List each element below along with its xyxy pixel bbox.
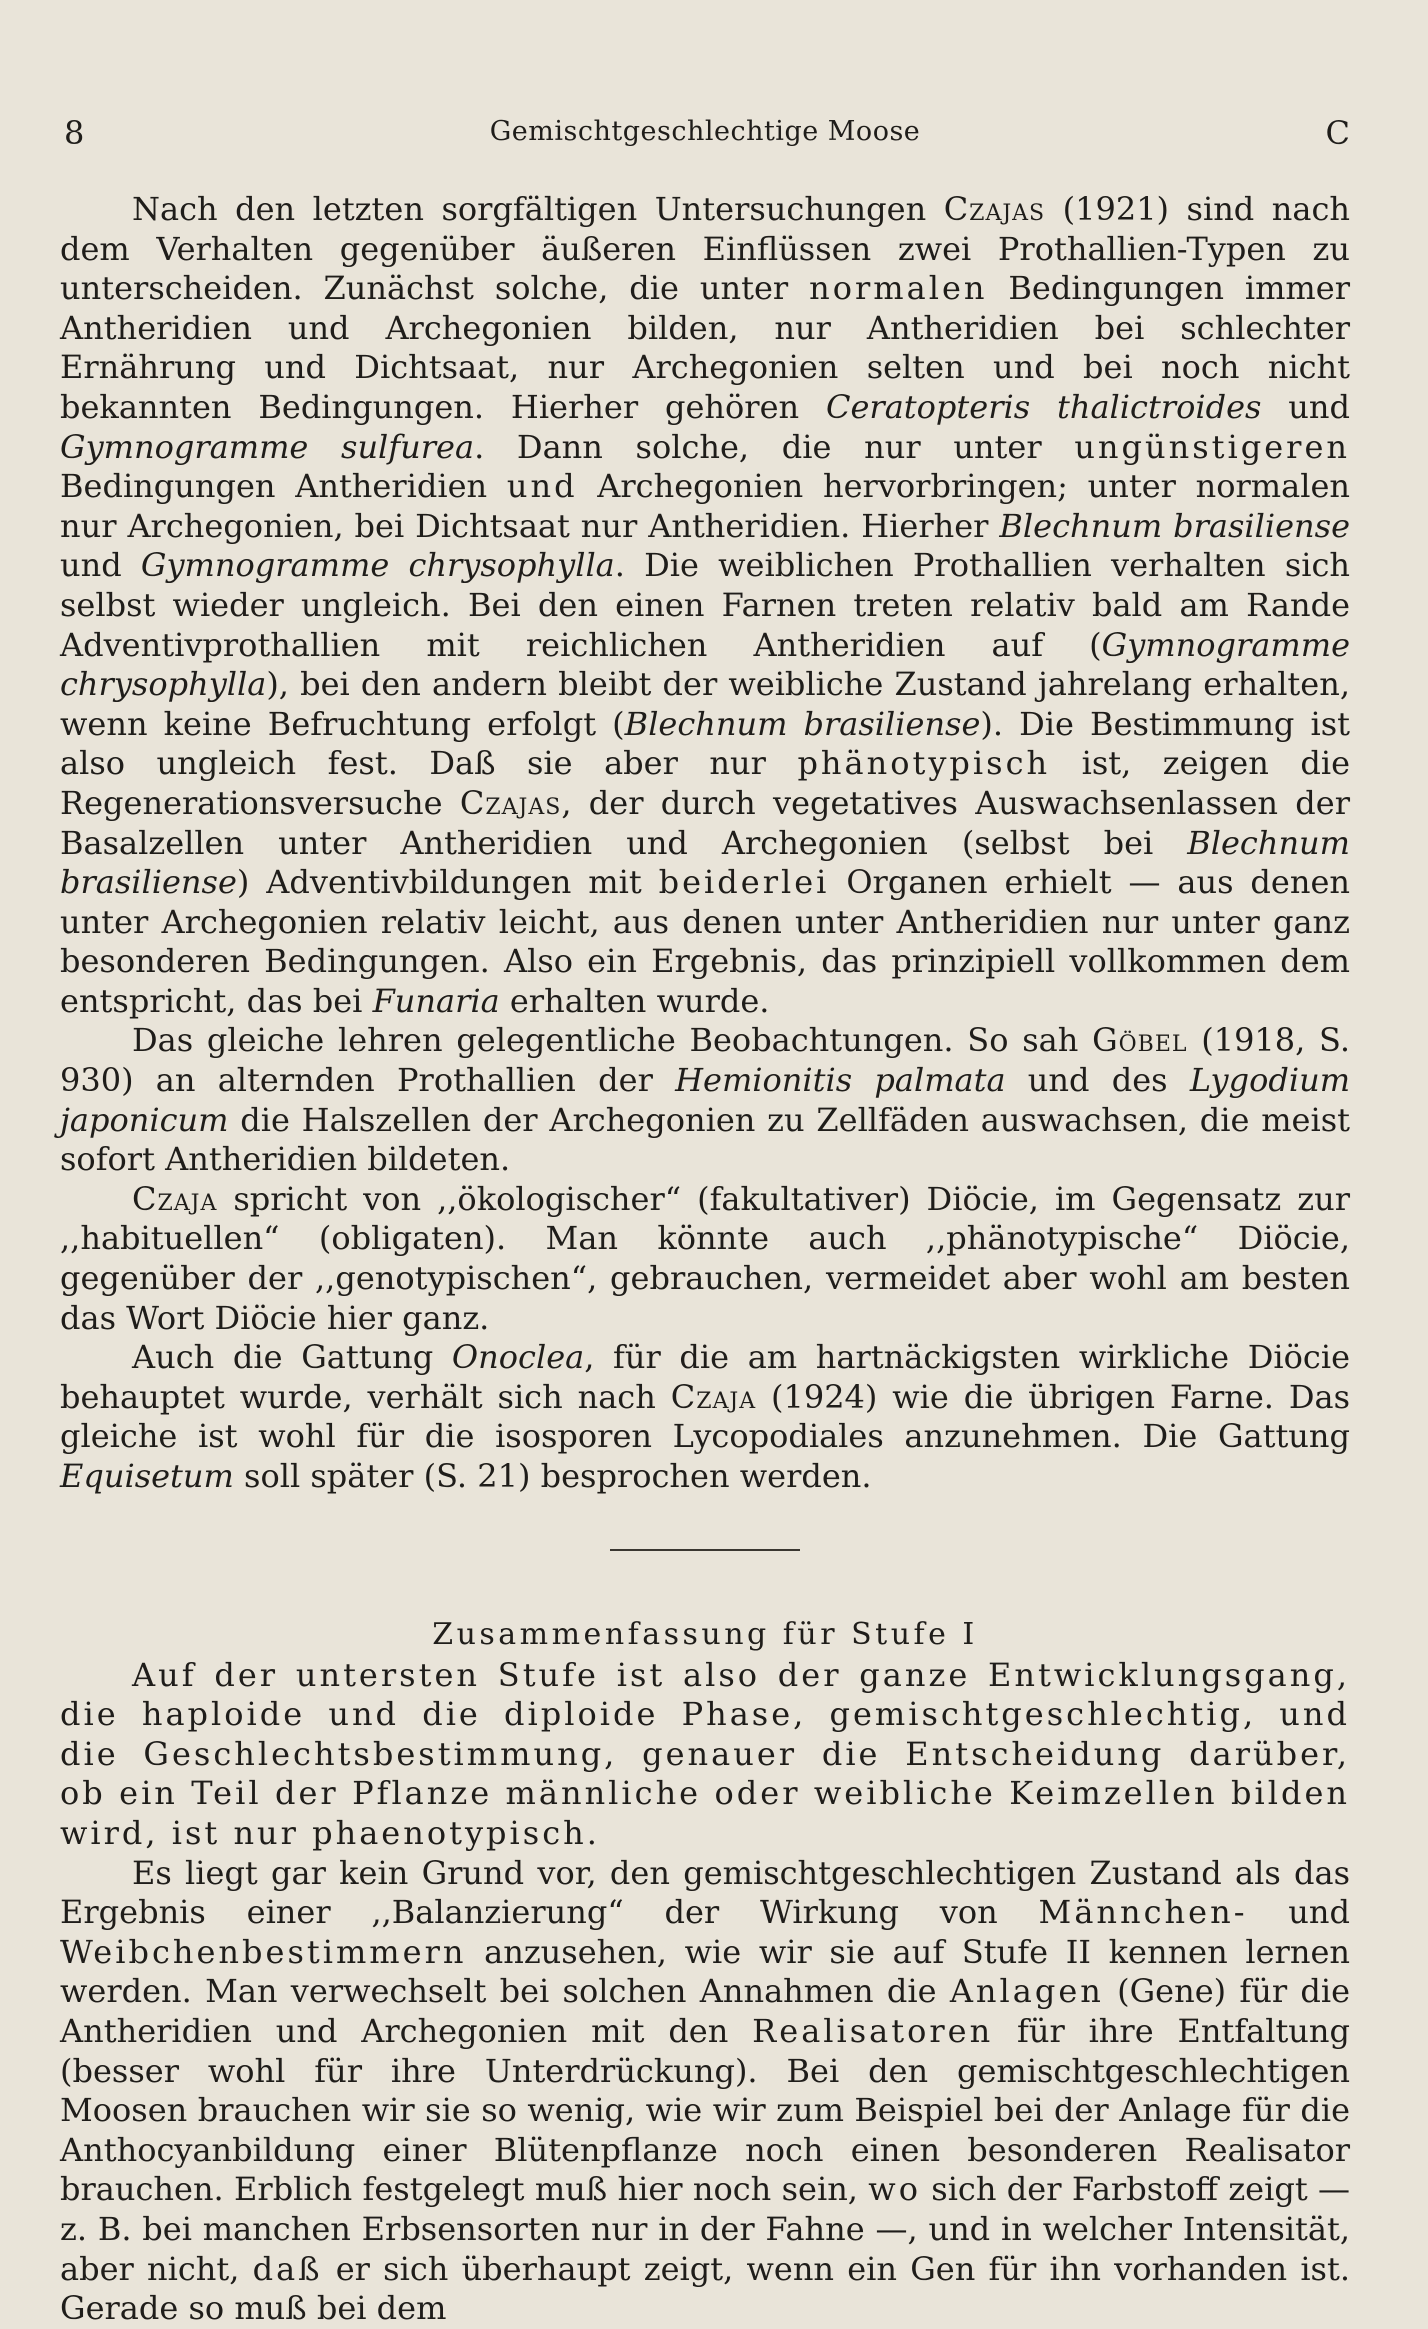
page-number: 8 (64, 114, 85, 152)
text-run: (1924) wie die übrigen Farne. Das gleiche ist wohl für die isosporen Lycopodiales anzunehmen. Die Gattung (60, 1377, 1351, 1456)
text-run: Bedingungen immer Antheridien und Archegonien bilden, nur Antheridien bei schlechter Ernährung und Dichtsaat, nur Archegonien selten und bei noch nicht bekannten Bedingungen. Hierher gehören (60, 269, 1351, 426)
emphasis-spaced: Realisatoren (752, 2011, 994, 2050)
text-run: anzusehen, wie wir sie auf Stufe II kennen lernen werden. Man verwechselt bei solchen Annahmen die (60, 1932, 1350, 2011)
emphasis-spaced: Männchen- (1038, 1893, 1248, 1932)
emphasis-spaced: phänotypisch (797, 744, 1051, 783)
running-title: Gemischtgeschlechtige Moose (489, 116, 921, 147)
species-name: Blechnum brasiliense (624, 704, 981, 743)
emphasis-spaced: wo (868, 2170, 921, 2209)
species-name: Hemionitis palmata (675, 1061, 1006, 1100)
text-run: und (1261, 387, 1351, 426)
species-name: Equisetum (60, 1457, 234, 1495)
summary-heading: Zusammenfassung für Stufe I (432, 1616, 978, 1652)
text-run: Organen erhielt — aus denen unter Archegonien relativ leicht, aus denen unter Antheridien nur unter ganz besonderen Bedingungen. Also ein Ergebnis, das prinzipiell vollkommen dem entspricht, das bei (60, 863, 1351, 1020)
species-name: Funaria (372, 981, 500, 1020)
text-run: , für die am hartnäckigsten wirkliche Diöcie behauptet wurde, verhält sich nach (60, 1338, 1350, 1416)
text-run: sich der Farbstoff zeigt — z. B. bei manchen Erbsensorten nur in der Fahne —, und in welcher Intensität, aber nicht, (60, 2170, 1351, 2288)
species-name: Ceratopteris thalictroides (826, 387, 1262, 426)
summary-text (60, 1656, 1350, 2329)
text-run: Nach den letzten sorgfältigen Untersuchungen (132, 190, 944, 228)
species-name: Gymnogramme sulfurea (60, 427, 475, 466)
paragraph-dioecy-terms (60, 1180, 1350, 1338)
species-name: Gymnogramme chrysophylla (140, 546, 615, 585)
species-name: Blechnum brasiliense (999, 506, 1351, 545)
text-run: ist, zeigen die Regenerationsversuche (60, 744, 1351, 822)
text-run: ) Adventivbildungen mit (236, 863, 659, 902)
text-run: und (1247, 1893, 1351, 1932)
section-divider (610, 1549, 800, 1551)
emphasis-spaced: normalen (809, 269, 988, 308)
summary-paragraph-balance (60, 1854, 1350, 2329)
emphasis-spaced: Anlagen (949, 1972, 1104, 2011)
section-letter: C (1325, 114, 1350, 152)
summary-paragraph-spaced: Auf der untersten Stufe ist also der ganze Entwicklungsgang, die haploide und die diploide Phase, gemischtgeschlechtig, und die Geschlechtsbestimmung, genauer die Entscheidung darüber, ob ein Teil der Pflanze männliche oder weibliche Keimzellen bilden wird, ist nur phaenotypisch. (60, 1655, 1350, 1852)
text-run: ). Die Bestimmung ist also ungleich fest. Daß sie aber nur (60, 704, 1351, 783)
text-run: , der durch vegetatives Auswachsenlassen der Basalzellen unter Antheridien und Archegonien (selbst bei (60, 783, 1351, 862)
text-run: die Halszellen der Archegonien zu Zellfäden auswachsen, die meist sofort Antheridien bildeten. (60, 1100, 1350, 1179)
text-run: Es liegt gar kein Grund vor, den gemischtgeschlechtigen Zustand als das Ergebnis einer ,,Balanzierung“ der Wirkung von (60, 1853, 1350, 1932)
emphasis-spaced: und (506, 467, 578, 506)
text-run: spricht von ,,ökologischer“ (fakultativer) Diöcie, im Gegensatz zur ,,habituellen“ (obligaten). Man könnte auch ,,phänotypische“ Diöcie, gegenüber der ,,genotypischen“, gebrauchen, vermeidet aber wohl am besten das Wort Diöcie hier ganz. (60, 1179, 1350, 1337)
body-text (60, 190, 1350, 1497)
species-name: Lygodium japonicum (60, 1061, 1351, 1139)
emphasis-spaced: beiderlei (658, 863, 830, 902)
text-run: erhalten wurde. (499, 981, 770, 1020)
paragraph-goebel-observations (60, 1021, 1350, 1179)
text-run: . Dann solche, die nur unter (474, 427, 1075, 466)
text-run: für ihre Entfaltung (besser wohl für ihre Unterdrückung). Bei den gemischtgeschlechtigen Moosen brauchen wir sie so wenig, wie wir zum Beispiel bei der Anlage für die Anthocyanbildung einer Blütenpflanze noch einen besonderen Realisator brauchen. Erblich festgelegt muß hier noch sein, (60, 2011, 1351, 2209)
text-run: (1921) sind nach dem Verhalten gegenüber äußeren Einflüssen zwei Prothallien-Typen zu unterscheiden. Zunächst solche, die unter (60, 190, 1351, 308)
emphasis-spaced: Weibchenbestimmern (60, 1932, 467, 1971)
species-name: Blechnum brasiliense (60, 823, 1350, 902)
text-run: . Die weiblichen Prothallien verhalten sich selbst wieder ungleich. Bei den einen Farnen treten relativ bald am Rande Adventivprothallien mit reichlichen Antheridien auf ( (60, 546, 1351, 664)
author-name: Göbel (1092, 1021, 1188, 1060)
text-run: soll später (S. 21) besprochen werden. (233, 1457, 872, 1495)
text-run: Bedingungen Antheridien (60, 467, 507, 506)
running-head (60, 100, 1350, 160)
text-run: Das gleiche lehren gelegentliche Beobachtungen. So sah (132, 1021, 1093, 1060)
text-run: und des (1005, 1061, 1190, 1100)
text-run: und (60, 546, 141, 585)
text-run: ), bei den andern bleibt der weibliche Zustand jahrelang erhalten, wenn keine Befruchtung erfolgt ( (60, 665, 1350, 743)
author-name: Czajas (459, 783, 562, 822)
author-name: Czaja (132, 1179, 218, 1218)
text-run: (1918, S. 930) an alternden Prothallien der (60, 1021, 1351, 1100)
text-run: er sich überhaupt zeigt, wenn ein Gen für ihn vorhanden ist. Gerade so muß bei dem (60, 2249, 1351, 2328)
emphasis-spaced: ungünstigeren (1074, 427, 1351, 466)
author-name: Czajas (943, 190, 1046, 228)
species-name: Onoclea (451, 1338, 585, 1377)
author-name: Czaja (670, 1377, 757, 1416)
species-name: Gymnogramme chrysophylla (60, 625, 1350, 704)
text-run: (Gene) für die Antheridien und Archegonien mit den (60, 1972, 1351, 2050)
emphasis-spaced: daß (252, 2249, 323, 2288)
text-run: Auch die Gattung (132, 1338, 452, 1377)
paragraph-czaja-prothallia (60, 190, 1350, 1021)
paragraph-onoclea (60, 1338, 1350, 1496)
text-run: Archegonien hervorbringen; unter normalen nur Archegonien, bei Dichtsaat nur Antheridien. Hierher (60, 467, 1351, 545)
